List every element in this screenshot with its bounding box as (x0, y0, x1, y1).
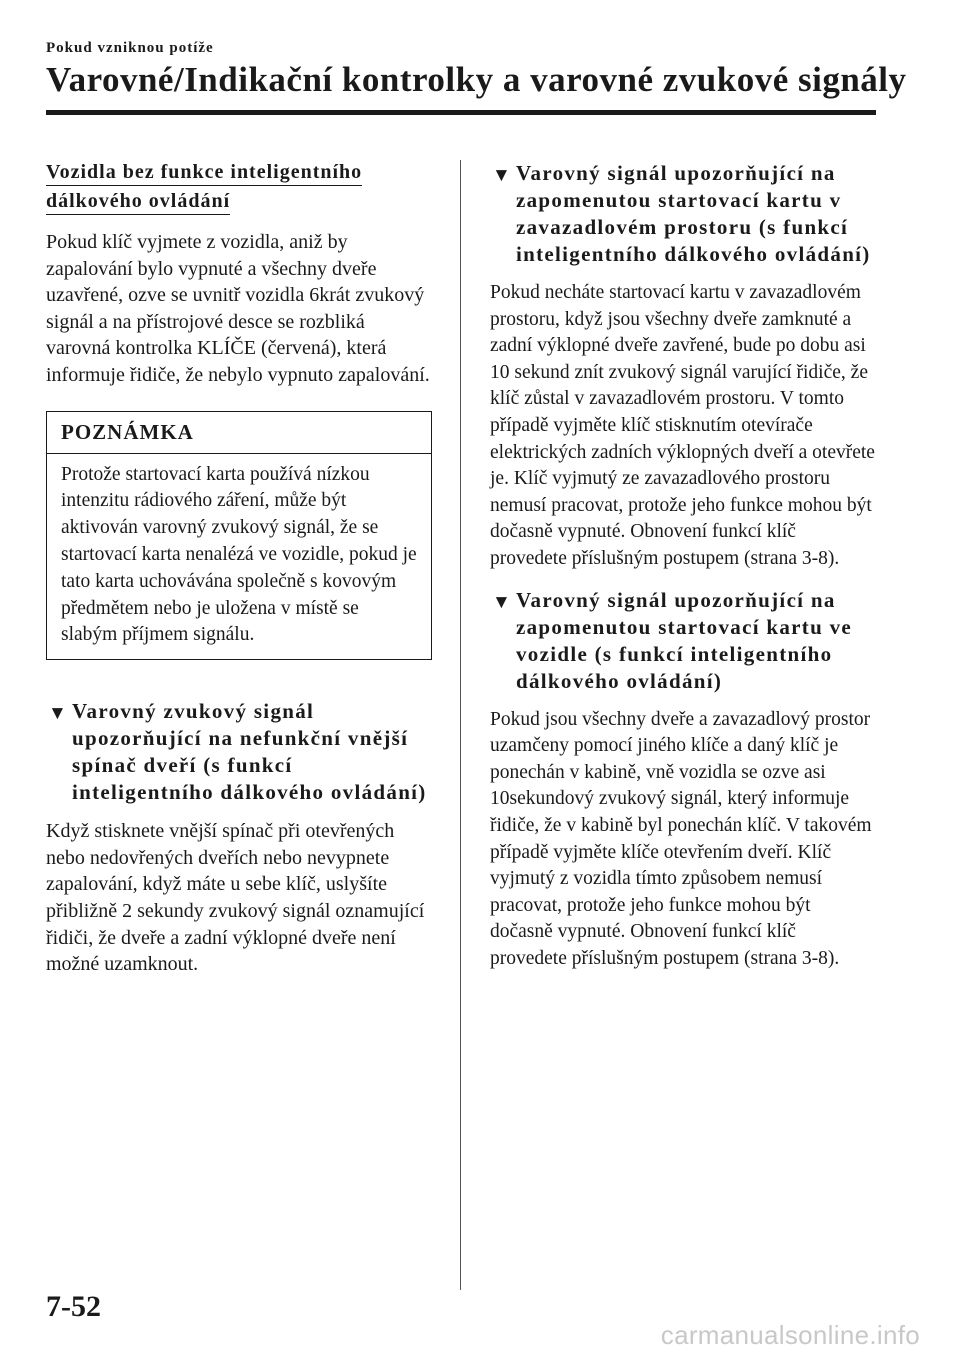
left-heading (46, 160, 432, 215)
left-section2-text: Když stisknete vnější spínač při otevřených nebo nedovřených dveřích nebo nevypnete zapalování, když máte u sebe klíč, uslyšíte přibližně 2 sekundy zvukový signál oznamující řidiči, že dveře a zadní výklopné dveře není možné uzamknout. (46, 820, 425, 976)
note-title: POZNÁMKA (47, 412, 431, 454)
left-paragraph: Pokud klíč vyjmete z vozidla, aniž by zapalování bylo vypnuté a všechny dveře uzavřené, ozve se uvnitř vozidla 6krát zvukový signál a na přístrojové desce se rozbliká varovná kontrolka KLÍČE (červená), která informuje řidiče, že nebylo vypnuto zapalování. (46, 231, 430, 386)
right-section2-heading (490, 587, 876, 695)
watermark: carmanualsonline.info (660, 1320, 920, 1350)
column-divider (460, 160, 461, 1290)
title-rule (46, 110, 876, 115)
left-section2 (46, 698, 432, 978)
left-section2-title: Varovný zvukový signál upozorňující na nefunkční vnější spínač dveří (s funkcí inteligentního dálkového ovládání) (72, 699, 427, 805)
left-section2-heading (46, 698, 432, 806)
left-heading-line-1: Vozidla bez funkce inteligentního (46, 160, 362, 186)
triangle-down-icon: ▼ (48, 703, 69, 725)
page-title: Varovné/Indikační kontrolky a varovné zvukové signály (46, 60, 907, 99)
triangle-down-icon: ▼ (492, 591, 513, 613)
note-box (46, 411, 432, 661)
section-label: Pokud vzniknou potíže (46, 40, 214, 56)
note-text: Protože startovací karta používá nízkou intenzitu rádiového záření, může být aktivován varovný zvukový signál, že se startovací karta nenalézá ve vozidle, pokud je tato karta uchovávána společně s kovovým předmětem nebo je uložena v místě se slabým příjmem signálu. (61, 463, 417, 646)
right-column (490, 160, 876, 972)
right-section2-title: Varovný signál upozorňující na zapomenutou startovací kartu ve vozidle (s funkcí inteligentního dálkového ovládání) (516, 587, 853, 693)
right-section1 (490, 160, 876, 573)
left-column (46, 160, 432, 978)
page-number: 7-52 (46, 1290, 101, 1323)
left-heading-line-2: dálkového ovládání (46, 189, 230, 215)
right-section2 (490, 587, 876, 973)
right-section1-heading (490, 160, 876, 268)
right-section2-text: Pokud jsou všechny dveře a zavazadlový prostor uzamčeny pomocí jiného klíče a daný klíč je ponechán v kabině, vně vozidla se ozve asi 10sekundový zvukový signál, který informuje řidiče, že v kabině byl ponechán klíč. V takovém případě vyjměte klíče otevřením dveří. Klíč vyjmutý z vozidla tímto způsobem nemusí pracovat, protože jeho funkce mohou být dočasně vypnuté. Obnovení funkcí klíč provedete příslušným postupem (strana 3-8). (490, 708, 872, 969)
right-section1-title: Varovný signál upozorňující na zapomenutou startovací kartu v zavazadlovém prostoru (s funkcí inteligentního dálkového ovládání) (516, 161, 871, 266)
right-section1-text: Pokud necháte startovací kartu v zavazadlovém prostoru, když jsou všechny dveře zamknuté a zadní výklopné dveře zavřené, bude po dobu asi 10 sekund znít zvukový signál varující řidiče, že klíč zůstal v zavazadlovém prostoru. V tomto případě vyjměte klíč stisknutím otevírače elektrických zadních výklopných dveří a otevřete je. Klíč vyjmutý ze zavazadlového prostoru nemusí pracovat, protože jeho funkce mohou být dočasně vypnuté. Obnovení funkcí klíč provedete příslušným postupem (strana 3-8). (490, 282, 875, 569)
triangle-down-icon: ▼ (492, 165, 513, 186)
